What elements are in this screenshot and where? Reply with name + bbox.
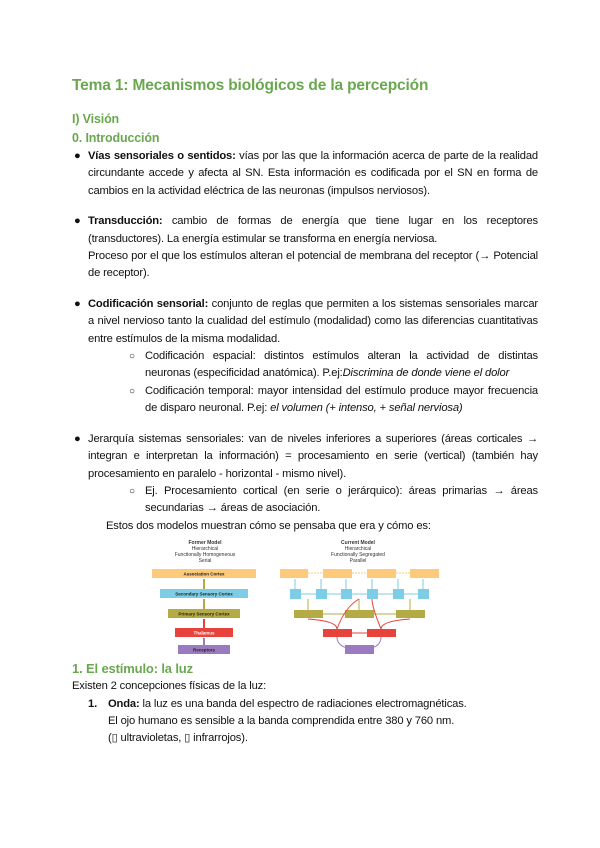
diagram-shape — [175, 540, 385, 564]
example: el volumen (+ intenso, + señal nerviosa) — [270, 402, 463, 415]
definition-extra: Proceso por el que los estímulos alteran el potencial de membrana del receptor (→ Potencial de receptor). — [88, 250, 538, 280]
definition-line: El ojo humano es sensible a la banda comprendida entre 380 y 760 nm. — [108, 714, 455, 727]
bullet-icon: ● — [74, 297, 81, 310]
diagram-shape — [290, 589, 301, 599]
page-title: Tema 1: Mecanismos biológicos de la percepción — [72, 77, 429, 94]
diagram-shape — [323, 569, 352, 578]
sub-list-item — [129, 348, 538, 383]
definition: cambio de formas de energía que tiene lugar en los receptores (transductores). La energía estimular se transforma en energía nerviosa. — [88, 215, 538, 245]
list-item — [74, 148, 538, 200]
definition-line: (▯ ultravioletas, ▯ infrarrojos). — [108, 732, 248, 745]
subsection-heading: 1. El estímulo: la luz — [72, 661, 193, 677]
sub-list-item — [129, 483, 538, 518]
former-line: Hierarchical — [191, 546, 219, 553]
diagram-shape — [295, 579, 423, 589]
bullet-icon: ● — [74, 432, 81, 445]
diagram-shape — [294, 610, 323, 618]
circle-bullet-icon: ○ — [129, 385, 135, 397]
sub-list-item — [129, 383, 538, 418]
diagram-shape — [410, 569, 439, 578]
diagram-shape — [393, 589, 404, 599]
diagram-shape — [396, 610, 425, 618]
bullet-icon: ● — [74, 215, 81, 228]
numbered-item — [88, 696, 538, 748]
box-label: Association Cortex — [183, 571, 225, 577]
term: Codificación sensorial: — [88, 297, 209, 310]
current-line: Hierarchical — [344, 546, 372, 553]
list-item — [74, 431, 538, 483]
diagram-shape — [316, 589, 327, 599]
definition: vías por las que la información acerca de parte de la realidad circundante accede y afecta al SN. Esta información es codificada por el SN en forma de cambios en la actividad eléctrica de las neuronas (impulsos nerviosos). — [88, 150, 538, 197]
former-line: Serial — [198, 558, 212, 565]
models-intro: Estos dos modelos muestran cómo se pensaba que era y cómo es: — [106, 519, 431, 532]
term: Onda: — [108, 697, 140, 710]
sub-text: Codificación espacial: distintos estímulos alteran la actividad de distintas neuronas (especificidad anatómica). P.ej: — [145, 350, 538, 380]
former-title: Former Model — [188, 540, 222, 547]
paragraph: Existen 2 concepciones físicas de la luz: — [72, 680, 267, 693]
current-model — [280, 569, 439, 654]
former-model — [152, 569, 256, 654]
diagram-shape — [323, 629, 352, 637]
current-title: Current Model — [341, 540, 375, 547]
diagram-shape — [367, 629, 396, 637]
sub-text: Codificación temporal: mayor intensidad del estímulo produce mayor frecuencia de disparo neuronal. P.ej: — [145, 384, 538, 415]
circle-bullet-icon: ○ — [129, 485, 135, 497]
box-label: Receptors — [192, 647, 216, 653]
current-line: Parallel — [349, 558, 367, 565]
diagram-shape — [367, 589, 378, 599]
diagram-shape — [341, 589, 352, 599]
definition: Jerarquía sistemas sensoriales: van de niveles inferiores a superiores (áreas corticales → integran e interpretan la información) = procesamiento en serie (vertical) (también hay procesamiento en paralelo - horizontal - mismo nivel). — [88, 432, 538, 480]
example: Discrimina de donde viene el dolor — [342, 367, 510, 380]
definition: conjunto de reglas que permiten a los sistemas sensoriales marcar a nivel nervioso tanto la cualidad del estímulo (modalidad) como las diferencias cuantitativas entre estímulos de la misma modalidad. — [88, 297, 539, 345]
bullet-icon: ● — [74, 150, 81, 162]
section-heading: I) Visión — [72, 112, 120, 126]
circle-bullet-icon: ○ — [129, 351, 135, 363]
term: Transducción: — [88, 215, 163, 228]
diagram-shape — [280, 569, 308, 578]
current-line: Functionally Segregated — [331, 552, 385, 559]
item-number: 1. — [88, 697, 98, 710]
term: Vías sensoriales o sentidos: — [88, 150, 236, 162]
models-figure — [140, 537, 470, 655]
list-item — [74, 213, 538, 283]
box-label: Primary Sensory Cortex — [178, 611, 230, 617]
list-item — [74, 296, 539, 348]
box-label: Secondary Sensory Cortex — [175, 591, 233, 597]
diagram-shape — [418, 589, 429, 599]
sub-text: Ej. Procesamiento cortical (en serie o jerárquico): áreas primarias → áreas secundarias → áreas de asociación. — [145, 484, 538, 515]
former-line: Functionally Homogeneous — [174, 552, 236, 559]
diagram-shape — [345, 645, 374, 654]
subsection-heading: 0. Introducción — [72, 131, 160, 145]
diagram-shape — [367, 569, 396, 578]
box-label: Thalamus — [193, 630, 215, 636]
definition: la luz es una banda del espectro de radiaciones electromagnéticas. — [139, 697, 467, 710]
diagram-shape — [345, 610, 374, 618]
